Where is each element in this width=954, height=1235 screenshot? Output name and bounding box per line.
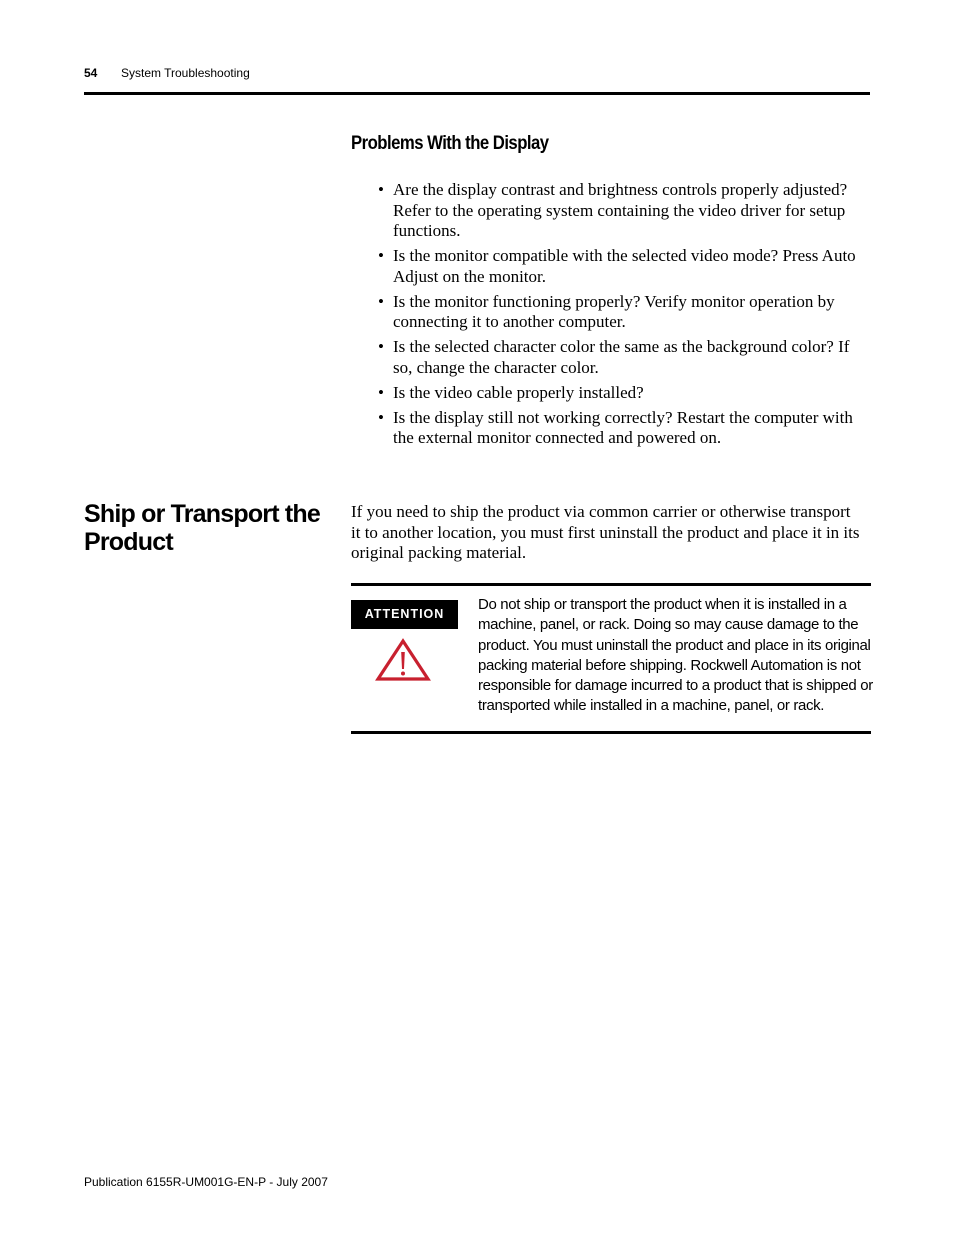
display-checklist xyxy=(378,180,870,453)
list-item-text: Is the video cable properly installed? xyxy=(393,382,644,402)
bullet-marker: • xyxy=(378,246,384,265)
list-item xyxy=(378,246,870,287)
attention-notice xyxy=(351,583,871,734)
warning-triangle-icon xyxy=(375,638,431,682)
list-item-text: Is the monitor compatible with the selected video mode? Press Auto Adjust on the monitor. xyxy=(393,246,856,286)
display-problems-heading: Problems With the Display xyxy=(351,133,549,154)
list-item xyxy=(378,292,870,333)
chapter-title: System Troubleshooting xyxy=(121,66,250,80)
bullet-marker: • xyxy=(378,180,384,199)
bullet-marker: • xyxy=(378,291,384,311)
ship-intro-paragraph: If you need to ship the product via common carrier or otherwise transport it to another location, you must first uninstall the product and place it in its original packing material. xyxy=(351,502,860,562)
ship-section-heading: Ship or Transport the Product xyxy=(84,500,320,556)
attention-text: Do not ship or transport the product when it is installed in a machine, panel, or rack. Doing so may cause damage to the product. You must uninstall the product and place in its original packing material before shipping. Rockwell Automation is not responsible for damage incurred to a product that is shipped or transported while installed in a machine, panel, or rack. xyxy=(478,596,873,715)
attention-label: ATTENTION xyxy=(351,600,458,629)
page-header xyxy=(84,66,870,95)
bullet-marker: • xyxy=(378,337,384,356)
publication-footer: Publication 6155R-UM001G-EN-P - July 2007 xyxy=(84,1175,328,1189)
bullet-marker: • xyxy=(378,382,384,402)
list-item xyxy=(378,337,870,378)
list-item xyxy=(378,383,870,404)
list-item xyxy=(378,180,870,242)
list-item xyxy=(378,408,870,449)
bullet-marker: • xyxy=(378,407,384,427)
list-item-text: Is the selected character color the same as the background color? If so, change the character color. xyxy=(393,337,850,377)
list-item-text: Is the display still not working correctly? Restart the computer with the external monitor connected and powered on. xyxy=(393,407,853,447)
page-number: 54 xyxy=(84,66,98,80)
list-item-text: Is the monitor functioning properly? Verify monitor operation by connecting it to another computer. xyxy=(393,291,835,331)
list-item-text: Are the display contrast and brightness controls properly adjusted? Refer to the operating system containing the video driver for setup functions. xyxy=(393,180,848,240)
